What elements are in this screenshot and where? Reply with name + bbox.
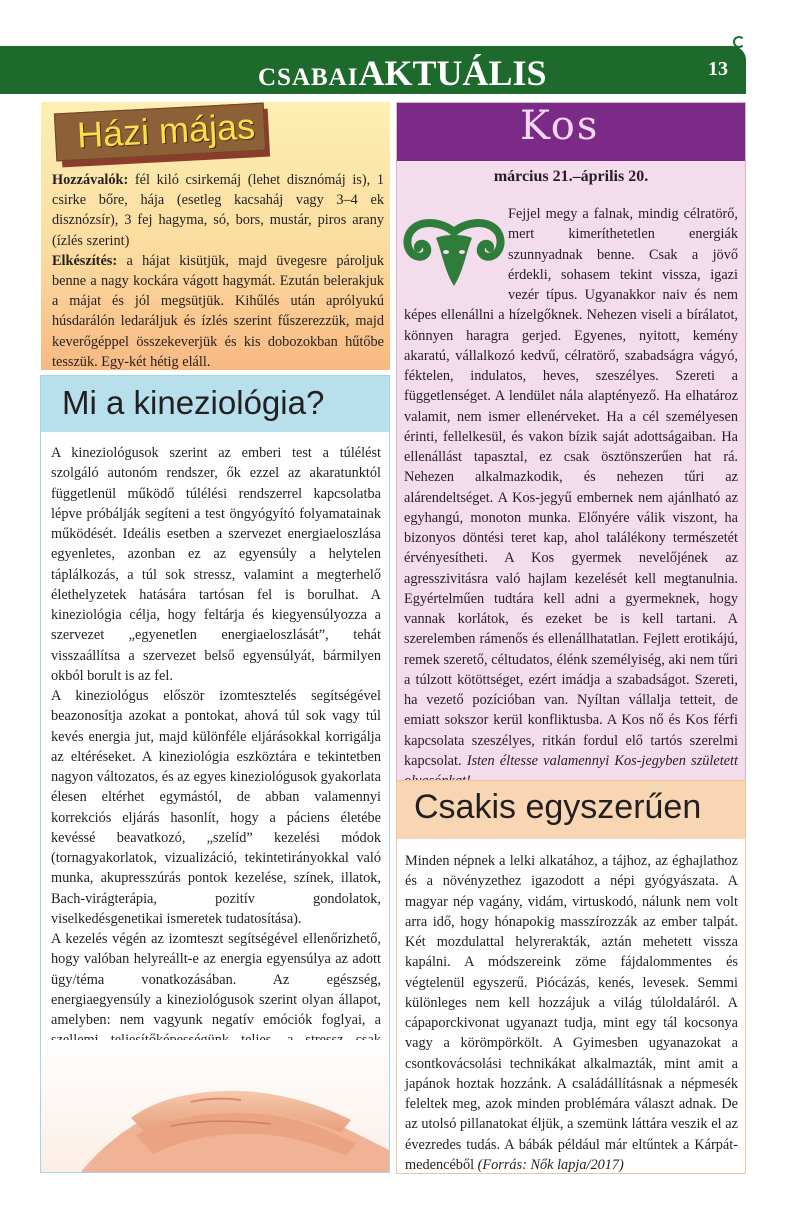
kos-closing: Isten éltesse valamennyi Kos-jegyben született	[466, 752, 738, 769]
kos-date-range: március 21.–április 20.	[493, 168, 649, 185]
csakis-body: Minden népnek a lelki alkatához, a tájhoz, az éghajlathoz és a növényzethez igazodott a népi gyógyászata. A magyar nép vagány, vidám, virtuskodó, nálunk nem volt arra idő, hogy hónapokig masszírozzák az ember talpát. Két mozdulattal helyrerakták, aztán mehetett vissza kapálni. A módszereink zöme fájdalommentes és végtelenül egyszerű. Piócázás, kenés, levesek. Semmi különleges nem kell hozzájuk a világ túloldaláról. A cápaporckivonat ugyanazt tudja, mint egy tál kocsonya vagy a körömpörkölt. A Gyimesben ugyanazokat a csontkovácsolási technikákat alkalmazták, mint amit a japánok hoztak hozzánk. A családállításnak a népmesék feleltek meg, azok minden problémára választ adnak. De az utolsó pillanatokat éljük, a szemünk láttára veszik el az évezredes tudás. A bábák például már eltűntek a Kárpát-medencéből	[405, 853, 738, 1173]
page-number: 13	[708, 58, 728, 80]
method-label: Elkészítés:	[52, 252, 118, 269]
kos-text	[404, 204, 738, 791]
masthead	[258, 52, 547, 94]
kineziologia-title: Mi a kineziológia?	[62, 384, 325, 421]
swirl-ornament-icon	[733, 36, 745, 48]
csakis-title: Csakis egyszerűen	[414, 788, 702, 826]
kineziologia-paragraph: A kezelés végén az izomteszt segítségével ellenőrizhető, hogy valóban helyreállt-e az energia egyensúlya az adott ügy/téma vonatkozásában. Az egészség, energiaegyensúly a kineziológusok szerint olyan állapot, amelyben: nem vagyunk negatív emóciók foglyai, a	[51, 931, 381, 1028]
recipe-text	[52, 170, 384, 372]
recipe-title-card	[55, 106, 275, 162]
method-text: a hájat kisütjük, majd üvegesre pároljuk benne a nagy kockára vágott hagymát. Ezután belerakjuk a májat és jól megsütjük. Kihűlés után aprólyukú húsdarálón ledaráljuk és ízlés szerint fűszerezzük, majd keverőgéppel összekeverjük és kis dobozokban hűtőbe tesszük. Egy-két hétig eláll.	[52, 252, 384, 370]
kineziologia-paragraph: A kineziológus először izomtesztelés segítségével beazonosítja azokat a pontokat, ahová túl sok vagy túl kevés energia jut, majd különféle eljárásokkal korrigálja az eltéréseket. A kineziológia eszköztára e tekintetben nagyon változatos, és az egyes kineziológusok gyakorlata élesen eltérhet egymástól, de abban valamennyi korrekciós eljárás hasonlít, hogy a páciens életébe kevéssé beavatkozó, „szelíd” kezelési módok (tornagyakorlatok, vizualizáció, tekintetirányokkal való munka, akupresszúrás pontok kezelése, színek, illatok, Bach-virágterápia, pozitív gondolatok, viselkedésgenetikai ismeretek tudatosítása).	[51, 688, 381, 927]
kos-title: Kos	[520, 103, 600, 149]
masthead-prefix: CSABAI	[258, 64, 359, 91]
csakis-source: (Forrás: Nők lapja/2017)	[477, 1156, 624, 1173]
ingredients-text: fél kiló csirkemáj (lehet disznómáj is), 1 csirke bőre, hája (esetleg kacsaháj vagy 3–4 ek disznózsír), 3 fej hagyma, só, bors, mustár, piros arany (ízlés szerint)	[52, 172, 384, 249]
kineziologia-paragraph: A kineziológusok szerint az emberi test a túlélést szolgáló autonóm rendszer, ők ezzel az akaratunktól függetlenül működő túlélési rendszerrel kapcsolatba lépve próbálják segíteni a test öngyógyító folyamatainak működését. Ideális esetben a szervezet energiaeloszlása egyenletes, azonban ez az egyensúly a helytelen táplálkozás, a túl sok stressz, valamint a megterhelő élethelyzetek hatására tartósan fel is borulhat. A kineziológia célja, hogy feltárja és kiegyensúlyozza a szervezet „egyenetlen energiaeloszlását”, tehát visszaállítsa a szervezet belső egyensúlyát, bármilyen okból borult is az fel.	[51, 445, 381, 684]
kos-body: Fejjel megy a falnak, mindig célratörő, mert kimeríthetetlen energiák szunnyadnak benne. Csak a jövő érdekli, sohasem tekint vissza, igazi vezér típus. Ugyanakkor naiv és nem képes ellenállni a hízelgőknek. Nehezen viseli a bírálatot, könnyen haragra gerjed. Egyenes, nyitott, kemény akaratú, vállalkozó kedvű, célratörő, szabadságra vágyó, féktelen, indulatos, heves, szeszélyes. Szereti a függetlenséget. A lendület nála alaptényező. Ha elhatároz valamit, nem ismer ellenérveket. Ha a cél személyesen érinti, fellelkesül, és vakon bízik saját adottságaiban. Ha ellenállást tapasztal, ez csak ösztönszerűen hat rá. Nehezen alkalmazkodik, és nehezen tűri az alárendeltséget. A Kos-jegyű embernek nem ajánlható az egyhangú, monoton munka. Előnyére válik viszont, ha bizonyos döntési teret kap, ahol találékony természetét érvényesítheti. A Kos gyermek nevelőjének az agresszivitásra való hajlam kezelését kell megtanulnia. Egyértelműen tudtára kell adni a gyermeknek, hogy vannak korlátok, és ezeket be is kell tartani. A szerelemben rámenős és ellenállhatatlan. Fejlett erotikájú, remek szerető, céltudatos, élénk személyiség, aki nem tűri a túlzott kötöttséget, ezért imádja a szabadságot. Szereti, ha vezető pozícióban van. Nyíltan vállalja tetteit, de emiatt sokszor kerül konfliktusba. A Kos nő és Kos férfi kapcsolata szeszélyes, ritkán fordul elő tartós szerelmi kapcsolat.	[404, 206, 738, 769]
kineziologia-text	[51, 443, 381, 1091]
ingredients-label: Hozzávalók:	[52, 172, 129, 188]
hands-image	[41, 1040, 389, 1172]
csakis-text	[405, 851, 738, 1175]
ram-icon	[402, 212, 506, 290]
recipe-title: Házi májas	[76, 105, 256, 156]
masthead-main: AKTUÁLIS	[358, 53, 547, 93]
